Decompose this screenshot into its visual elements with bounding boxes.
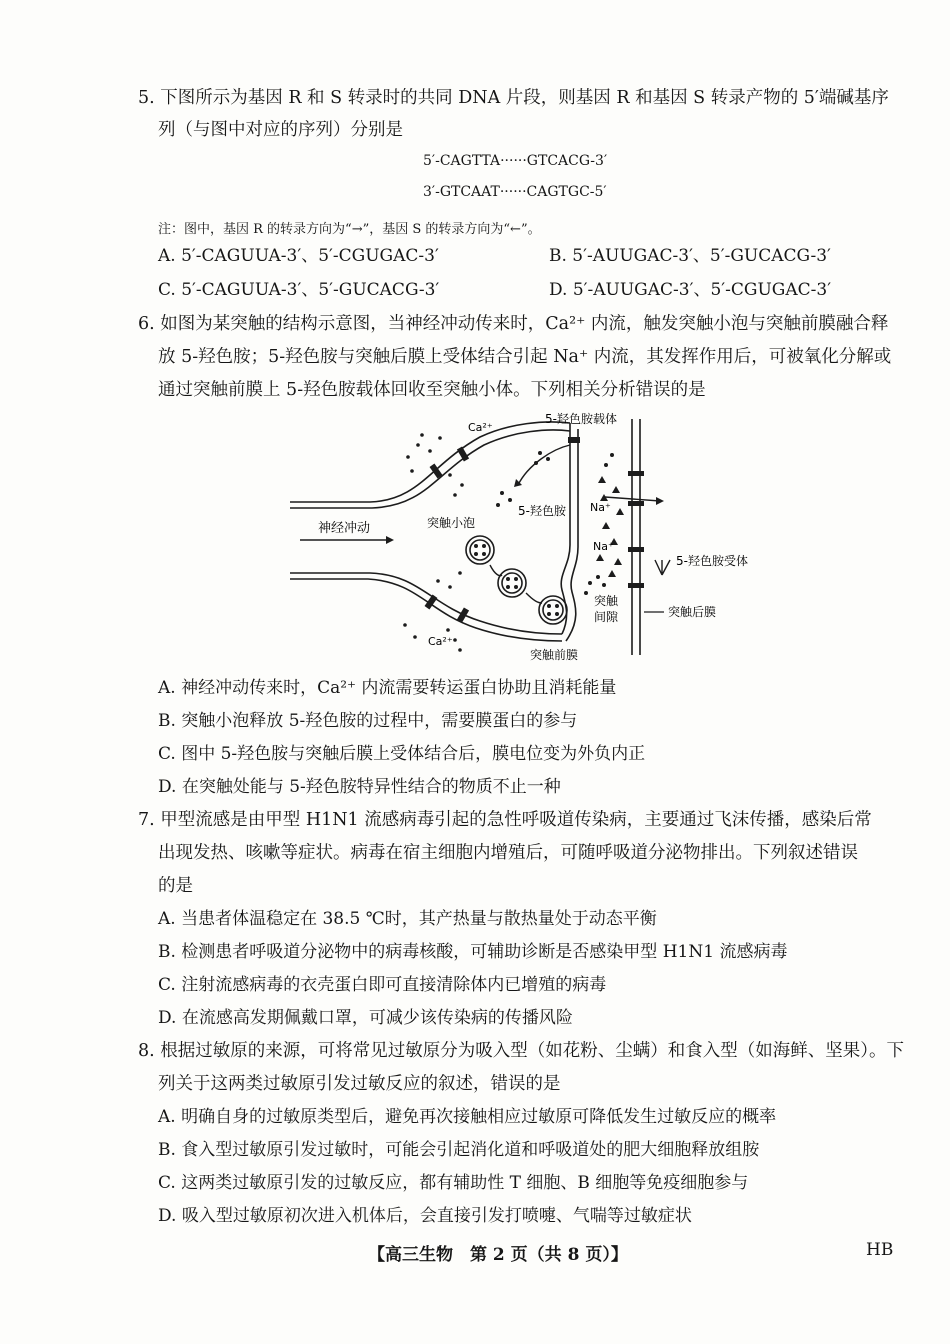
q6-option-c[interactable]: C. 图中 5-羟色胺与突触后膜上受体结合后，膜电位变为外负内正 — [158, 744, 646, 764]
q8-option-a[interactable]: A. 明确自身的过敏原类型后，避免再次接触相应过敏原可降低发生过敏反应的概率 — [158, 1107, 777, 1127]
q7-option-b[interactable]: B. 检测患者呼吸道分泌物中的病毒核酸，可辅助诊断是否感染甲型 H1N1 流感病毒 — [158, 942, 788, 962]
na-label-1: Na⁺ — [590, 501, 611, 514]
impulse-label: 神经冲动 — [318, 521, 371, 536]
q5-stem-line-2: 列（与图中对应的序列）分别是 — [158, 120, 403, 140]
axon-upper-membrane-inner — [290, 430, 570, 508]
q7-stem-line-1: 7. 甲型流感是由甲型 H1N1 流感病毒引起的急性呼吸道传染病，主要通过飞沫传播，感染后常 — [138, 810, 872, 830]
q8-option-b[interactable]: B. 食入型过敏原引发过敏时，可能会引起消化道和呼吸道处的肥大细胞释放组胺 — [158, 1140, 760, 1160]
ca-label-bottom: Ca²⁺ — [428, 635, 453, 648]
q6-option-a[interactable]: A. 神经冲动传来时，Ca²⁺ 内流需要转运蛋白协助且消耗能量 — [158, 678, 617, 698]
axon-upper-membrane — [290, 422, 570, 502]
q8-stem-line-2: 列关于这两类过敏原引发过敏反应的叙述，错误的是 — [158, 1074, 561, 1094]
q8-stem-line-1: 8. 根据过敏原的来源，可将常见过敏原分为吸入型（如花粉、尘螨）和食入型（如海鲜、坚果）。下 — [138, 1041, 905, 1061]
cleft-label-2: 间隙 — [594, 610, 619, 624]
serotonin-receptor-1 — [628, 471, 644, 476]
page-footer-title: 【高三生物 第 2 页（共 8 页）】 — [368, 1245, 628, 1265]
transporter-label: 5-羟色胺载体 — [545, 412, 617, 426]
q7-option-c[interactable]: C. 注射流感病毒的衣壳蛋白即可直接清除体内已增殖的病毒 — [158, 975, 607, 995]
q5-option-a[interactable]: A. 5′-CAGUUA-3′、5′-CGUGAC-3′ — [158, 246, 439, 266]
presynaptic-membrane-inner — [566, 429, 578, 641]
q5-stem-line-1: 5. 下图所示为基因 R 和 S 转录时的共同 DNA 片段，则基因 R 和基因 S 转录产物的 5′端碱基序 — [138, 88, 889, 108]
q5-note: 注：图中，基因 R 的转录方向为“→”，基因 S 的转录方向为“←”。 — [158, 222, 541, 237]
receptor-label: 5-羟色胺受体 — [676, 554, 748, 568]
q7-stem-line-3: 的是 — [158, 876, 193, 896]
q5-dna-bottom-strand: 3′-GTCAAT······CAGTGC-5′ — [423, 184, 607, 200]
postsynaptic-label: 突触后膜 — [668, 605, 717, 619]
q5-option-b[interactable]: B. 5′-AUUGAC-3′、5′-GUCACG-3′ — [549, 246, 831, 266]
serotonin-receptor-3 — [628, 547, 644, 552]
q6-option-d[interactable]: D. 在突触处能与 5-羟色胺特异性结合的物质不止一种 — [158, 777, 561, 797]
presynaptic-label: 突触前膜 — [530, 648, 579, 662]
calcium-channel-upper-2 — [457, 446, 469, 461]
ca-label-top: Ca²⁺ — [468, 421, 493, 434]
q5-option-d[interactable]: D. 5′-AUUGAC-3′、5′-CGUGAC-3′ — [549, 280, 832, 300]
q7-option-a[interactable]: A. 当患者体温稳定在 38.5 ℃时，其产热量与散热量处于动态平衡 — [158, 909, 657, 929]
na-label-2: Na⁺ — [593, 540, 614, 553]
q7-stem-line-2: 出现发热、咳嗽等症状。病毒在宿主细胞内增殖后，可随呼吸道分泌物排出。下列叙述错误 — [158, 843, 858, 863]
serotonin-receptor-2 — [628, 501, 644, 506]
q6-stem-line-3: 通过突触前膜上 5-羟色胺载体回收至突触小体。下列相关分析错误的是 — [158, 380, 706, 400]
q7-option-d[interactable]: D. 在流感高发期佩戴口罩，可减少该传染病的传播风险 — [158, 1008, 573, 1028]
q6-stem-line-2: 放 5-羟色胺；5-羟色胺与突触后膜上受体结合引起 Na⁺ 内流，其发挥作用后，可被氧化分解或 — [158, 347, 892, 367]
calcium-channel-lower-2 — [457, 607, 469, 622]
cleft-label-1: 突触 — [594, 594, 619, 608]
q6-stem-line-1: 6. 如图为某突触的结构示意图，当神经冲动传来时，Ca²⁺ 内流，触发突触小泡与突触前膜融合释 — [138, 314, 889, 334]
page-footer-code: HB — [866, 1240, 894, 1260]
serotonin-transporter — [568, 437, 580, 443]
q5-dna-top-strand: 5′-CAGTTA······GTCACG-3′ — [423, 153, 608, 169]
q8-option-d[interactable]: D. 吸入型过敏原初次进入机体后，会直接引发打喷嚏、气喘等过敏症状 — [158, 1206, 692, 1226]
serotonin-receptor-4 — [628, 583, 644, 588]
vesicle-label: 突触小泡 — [427, 516, 476, 530]
serotonin-label: 5-羟色胺 — [518, 504, 566, 518]
synapse-diagram — [290, 405, 890, 667]
q5-option-c[interactable]: C. 5′-CAGUUA-3′、5′-GUCACG-3′ — [158, 280, 440, 300]
q8-option-c[interactable]: C. 这两类过敏原引发的过敏反应，都有辅助性 T 细胞、B 细胞等免疫细胞参与 — [158, 1173, 749, 1193]
q6-option-b[interactable]: B. 突触小泡释放 5-羟色胺的过程中，需要膜蛋白的参与 — [158, 711, 578, 731]
